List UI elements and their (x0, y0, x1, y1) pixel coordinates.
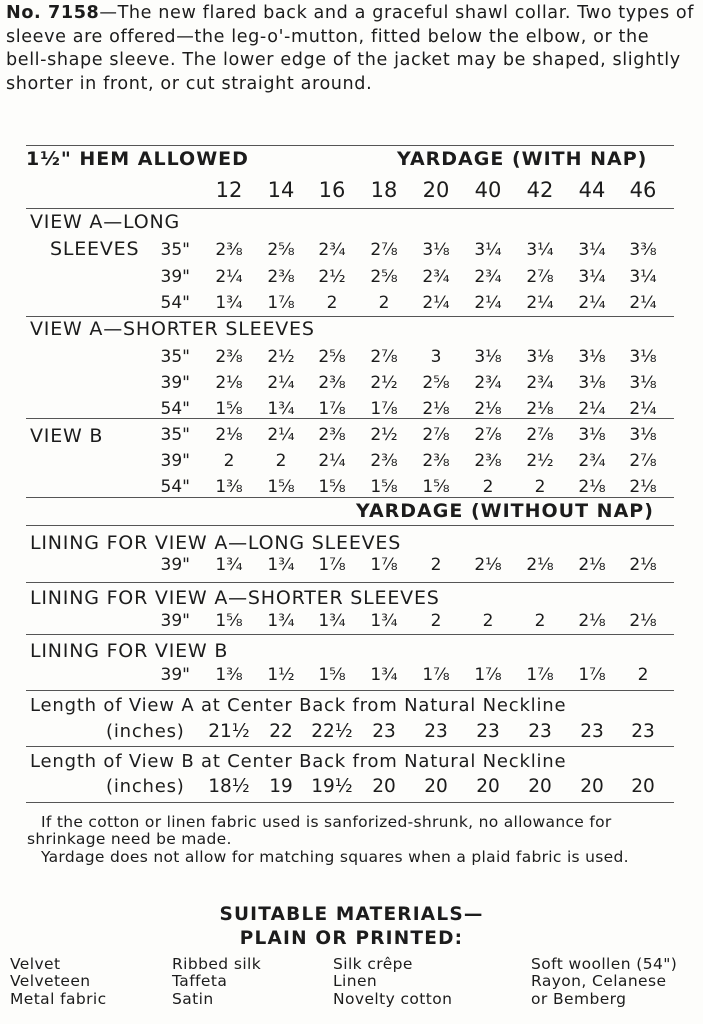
table-cell: 3⅛ (629, 347, 657, 367)
table-cell: 1⅝ (267, 477, 295, 497)
table-cell: 2¼ (629, 399, 657, 419)
table-cell: 2¾ (318, 240, 346, 260)
table-cell: 1¾ (267, 555, 295, 575)
rule-length (26, 690, 674, 691)
fabric-width: 35" (160, 425, 190, 445)
material-item: Velveteen (10, 972, 91, 991)
section-title: VIEW A—LONG (30, 211, 181, 233)
table-cell: 1⅝ (318, 665, 346, 685)
table-cell: 2⅜ (370, 451, 398, 471)
table-cell: 2⅞ (370, 347, 398, 367)
table-cell: 2⅜ (422, 451, 450, 471)
size-46: 46 (629, 178, 657, 202)
table-cell: 3¼ (578, 240, 606, 260)
fabric-width: 35" (160, 347, 190, 367)
rule-section (26, 418, 674, 419)
table-cell: 2⅞ (526, 267, 554, 287)
table-cell: 2⅜ (267, 267, 295, 287)
table-cell: 23 (372, 721, 396, 742)
material-item: Soft woollen (54") (531, 955, 678, 973)
table-cell: 2 (430, 555, 442, 575)
table-cell: 2⅞ (474, 425, 502, 445)
table-cell: 3⅛ (578, 373, 606, 393)
fabric-width: 39" (160, 611, 190, 631)
length-unit: (inches) (106, 721, 185, 742)
table-cell: 2⅛ (526, 555, 554, 575)
table-cell: 23 (476, 721, 500, 742)
table-cell: 2⅝ (318, 347, 346, 367)
table-cell: 2⅛ (578, 477, 606, 497)
hem-allowed: 1½" HEM ALLOWED (26, 148, 249, 170)
table-cell: 1¾ (370, 665, 398, 685)
size-12: 12 (215, 178, 243, 202)
yardage-without-nap-header: YARDAGE (WITHOUT NAP) (356, 500, 654, 522)
material-item: Novelty cotton (333, 989, 453, 1008)
materials-column-2 (172, 956, 261, 1008)
table-cell: 2⅞ (526, 425, 554, 445)
materials-column-1 (10, 956, 107, 1008)
table-cell: 20 (631, 776, 655, 797)
material-item: Taffeta (172, 972, 228, 991)
table-cell: 2¼ (474, 293, 502, 313)
table-cell: 2⅛ (474, 399, 502, 419)
table-cell: 2⅞ (422, 425, 450, 445)
table-cell: 23 (631, 721, 655, 742)
table-cell: 1⅜ (215, 477, 243, 497)
table-cell: 20 (528, 776, 552, 797)
table-cell: 1¾ (215, 555, 243, 575)
table-cell: 2 (326, 293, 338, 313)
table-cell: 19 (269, 776, 293, 797)
table-cell: 2⅝ (370, 267, 398, 287)
table-cell: 2¼ (526, 293, 554, 313)
table-cell: 2¼ (578, 293, 606, 313)
table-cell: 2⅜ (318, 373, 346, 393)
table-cell: 2¼ (215, 267, 243, 287)
table-cell: 2¼ (318, 451, 346, 471)
table-cell: 2⅞ (629, 451, 657, 471)
table-cell: 2½ (267, 347, 295, 367)
material-item: Ribbed silk (172, 955, 262, 973)
table-cell: 2⅛ (422, 399, 450, 419)
section-title-line2: SLEEVES (50, 238, 140, 260)
table-cell: 20 (424, 776, 448, 797)
fabric-width: 35" (160, 240, 190, 260)
table-cell: 2½ (526, 451, 554, 471)
rule-lining (26, 634, 674, 635)
table-cell: 2 (482, 611, 494, 631)
fabric-width: 54" (160, 477, 190, 497)
table-cell: 2 (534, 611, 546, 631)
table-cell: 1⅝ (422, 477, 450, 497)
table-cell: 2⅛ (629, 555, 657, 575)
fabric-width: 54" (160, 293, 190, 313)
table-cell: 1⅞ (526, 665, 554, 685)
table-cell: 2¾ (474, 267, 502, 287)
table-cell: 2 (378, 293, 390, 313)
table-cell: 1½ (267, 665, 295, 685)
rule-bottom (26, 802, 674, 803)
table-cell: 3⅛ (422, 240, 450, 260)
pattern-number: No. 7158 (6, 3, 100, 23)
table-cell: 2⅜ (474, 451, 502, 471)
size-16: 16 (318, 178, 346, 202)
table-cell: 2⅜ (215, 240, 243, 260)
lining-title: LINING FOR VIEW A—SHORTER SLEEVES (30, 587, 440, 609)
lining-title: LINING FOR VIEW B (30, 640, 229, 662)
table-cell: 1¾ (318, 611, 346, 631)
table-cell: 1⅞ (318, 399, 346, 419)
table-cell: 2¼ (422, 293, 450, 313)
table-cell: 2⅛ (578, 611, 606, 631)
table-cell: 1⅞ (370, 555, 398, 575)
length-title: Length of View A at Center Back from Natural Neckline (30, 695, 567, 716)
intro-paragraph (6, 2, 696, 96)
table-cell: 2⅝ (267, 240, 295, 260)
fabric-width: 39" (160, 451, 190, 471)
yardage-with-nap-header: YARDAGE (WITH NAP) (397, 148, 648, 170)
material-item: Metal fabric (10, 989, 107, 1008)
table-cell: 1⅞ (370, 399, 398, 419)
fabric-width: 39" (160, 555, 190, 575)
rule-section (26, 208, 674, 209)
table-cell: 2¾ (422, 267, 450, 287)
table-cell: 1¾ (267, 611, 295, 631)
table-cell: 2¾ (578, 451, 606, 471)
table-cell: 2 (223, 451, 235, 471)
table-cell: 2⅝ (422, 373, 450, 393)
table-cell: 2½ (370, 373, 398, 393)
table-cell: 1⅞ (267, 293, 295, 313)
table-cell: 1¾ (215, 293, 243, 313)
section-title: VIEW A—SHORTER SLEEVES (30, 318, 315, 340)
table-cell: 2⅛ (629, 611, 657, 631)
table-cell: 2⅜ (318, 425, 346, 445)
materials-column-4 (531, 956, 677, 1008)
table-cell: 2¼ (578, 399, 606, 419)
table-cell: 2 (275, 451, 287, 471)
material-item: Linen (333, 972, 378, 991)
intro-text: —The new flared back and a graceful shawl collar. Two types of sleeve are offered—the leg-o'-mutton, fitted below the elbow, or the bell-shape sleeve. The lower edge of the jacket may be shaped, slightly shorter in front, or cut straight around. (6, 3, 695, 94)
material-item: Velvet (10, 955, 61, 973)
table-cell: 3⅛ (474, 347, 502, 367)
fabric-width: 54" (160, 399, 190, 419)
table-cell: 2 (637, 665, 649, 685)
section-title: VIEW B (30, 425, 104, 447)
table-cell: 1⅝ (318, 477, 346, 497)
size-20: 20 (422, 178, 450, 202)
table-cell: 2½ (318, 267, 346, 287)
table-cell: 21½ (208, 721, 250, 742)
fabric-width: 39" (160, 665, 190, 685)
table-cell: 18½ (208, 776, 250, 797)
table-cell: 2¼ (267, 425, 295, 445)
table-cell: 23 (528, 721, 552, 742)
table-cell: 1¾ (267, 399, 295, 419)
table-cell: 3¼ (629, 267, 657, 287)
rule-section (26, 316, 674, 317)
table-cell: 2⅛ (578, 555, 606, 575)
table-cell: 2⅜ (215, 347, 243, 367)
table-cell: 1⅞ (578, 665, 606, 685)
table-cell: 2½ (370, 425, 398, 445)
fabric-width: 39" (160, 373, 190, 393)
table-cell: 3⅛ (578, 425, 606, 445)
rule-top (26, 145, 674, 146)
table-cell: 3⅛ (526, 347, 554, 367)
table-cell: 1¾ (370, 611, 398, 631)
table-cell: 3 (430, 347, 442, 367)
note-plaid: Yardage does not allow for matching squares when a plaid fabric is used. (41, 848, 629, 866)
table-cell: 22 (269, 721, 293, 742)
rule-lining (26, 525, 674, 526)
table-cell: 2⅛ (629, 477, 657, 497)
table-cell: 2¼ (267, 373, 295, 393)
table-cell: 2¾ (526, 373, 554, 393)
table-cell: 2 (482, 477, 494, 497)
materials-column-3 (333, 956, 452, 1008)
table-cell: 19½ (311, 776, 353, 797)
table-cell: 3¼ (474, 240, 502, 260)
fabric-width: 39" (160, 267, 190, 287)
table-cell: 2⅛ (215, 373, 243, 393)
table-cell: 2¾ (474, 373, 502, 393)
table-cell: 20 (580, 776, 604, 797)
material-item: Satin (172, 989, 214, 1008)
table-cell: 23 (424, 721, 448, 742)
table-cell: 2 (430, 611, 442, 631)
table-cell: 3⅛ (629, 373, 657, 393)
materials-subtitle: PLAIN OR PRINTED: (239, 928, 464, 949)
table-cell: 3¼ (578, 267, 606, 287)
rule-without-nap (26, 497, 674, 498)
rule-length (26, 746, 674, 747)
size-40: 40 (474, 178, 502, 202)
table-cell: 1⅝ (370, 477, 398, 497)
table-cell: 20 (476, 776, 500, 797)
material-item: or Bemberg (531, 989, 627, 1008)
material-item: Rayon, Celanese (531, 972, 667, 991)
lining-title: LINING FOR VIEW A—LONG SLEEVES (30, 532, 402, 554)
table-cell: 3⅛ (578, 347, 606, 367)
size-14: 14 (267, 178, 295, 202)
table-cell: 1⅞ (318, 555, 346, 575)
length-unit: (inches) (106, 776, 185, 797)
table-cell: 1⅜ (215, 665, 243, 685)
table-cell: 1⅞ (474, 665, 502, 685)
table-cell: 1⅞ (422, 665, 450, 685)
table-cell: 2⅛ (215, 425, 243, 445)
size-18: 18 (370, 178, 398, 202)
table-cell: 2 (534, 477, 546, 497)
table-cell: 1⅝ (215, 399, 243, 419)
note-sanforized: If the cotton or linen fabric used is sanforized-shrunk, no allowance for shrinkage need be made. (27, 813, 612, 848)
table-cell: 2⅛ (526, 399, 554, 419)
table-cell: 3⅜ (629, 240, 657, 260)
rule-lining (26, 582, 674, 583)
size-42: 42 (526, 178, 554, 202)
table-cell: 20 (372, 776, 396, 797)
material-item: Silk crêpe (333, 955, 413, 973)
table-cell: 1⅝ (215, 611, 243, 631)
table-cell: 2⅛ (474, 555, 502, 575)
table-cell: 2¼ (629, 293, 657, 313)
table-cell: 22½ (311, 721, 353, 742)
materials-title: SUITABLE MATERIALS— (219, 904, 484, 925)
table-cell: 2⅞ (370, 240, 398, 260)
table-cell: 3¼ (526, 240, 554, 260)
table-cell: 3⅛ (629, 425, 657, 445)
length-title: Length of View B at Center Back from Natural Neckline (30, 751, 567, 772)
size-44: 44 (578, 178, 606, 202)
table-cell: 23 (580, 721, 604, 742)
